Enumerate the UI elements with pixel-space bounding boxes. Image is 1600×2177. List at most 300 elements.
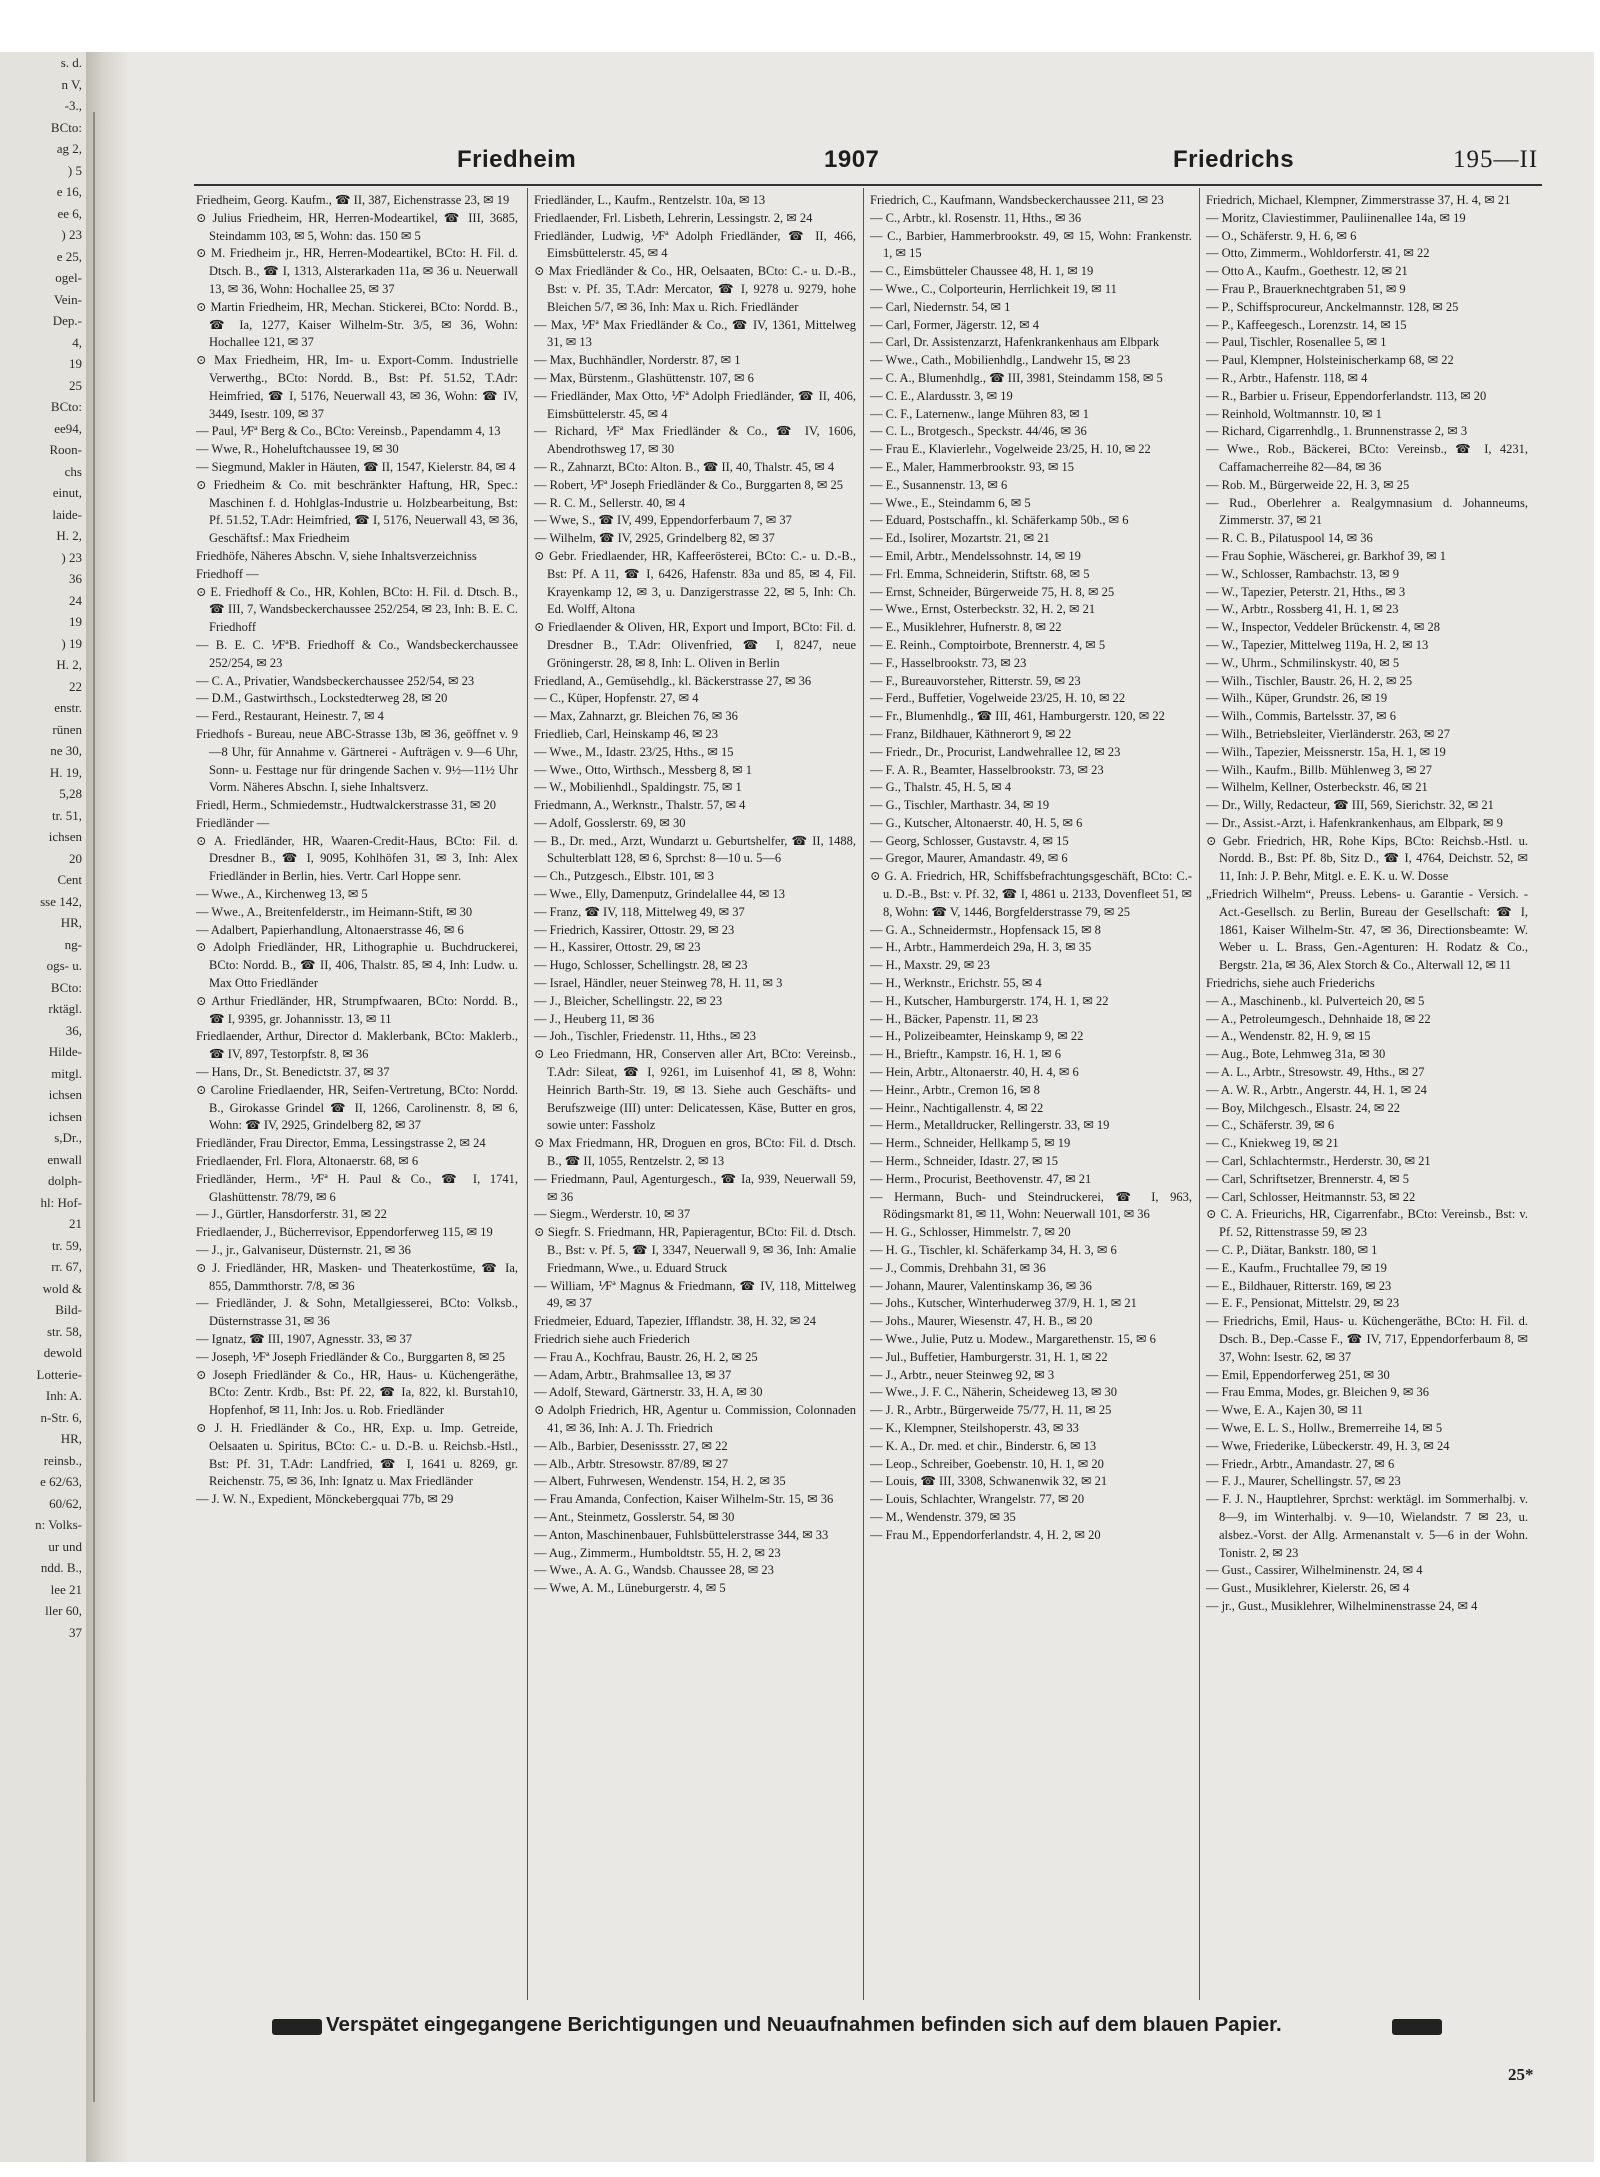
directory-entry: — Fr., Blumenhdlg., ☎ III, 461, Hamburgerstr. 120, ✉ 22 [870,709,1165,724]
directory-entry: — Otto, Zimmerm., Wohldorferstr. 41, ✉ 22 [1206,246,1430,261]
directory-entry: ⊙ A. Friedländer, HR, Waaren-Credit-Haus, BCto: Fil. d. Dresdner B., ☎ I, 9095, Kohlhöfen 31, ✉ 3, Inh: Alex Friedländer in Berlin, hies. Vertr. Carl Hoppe senr. [196,833,518,884]
left-page-fragment: rünen [52,721,82,737]
left-page-fragment: HR, [60,1431,82,1446]
column-divider [1199,188,1200,2000]
left-page-fragment: e 62/63, [40,1474,82,1489]
left-page-fragment: e 25, [56,248,82,264]
directory-entry: — E. F., Pensionat, Mittelstr. 29, ✉ 23 [1206,1296,1400,1311]
directory-entry: — Herm., Metalldrucker, Rellingerstr. 33, ✉ 19 [870,1118,1110,1133]
left-page-fragment: ee94, [54,420,82,436]
directory-entry: — H., Maxstr. 29, ✉ 23 [870,958,990,973]
directory-entry: — Siegmund, Makler in Häuten, ☎ II, 1547, Kielerstr. 84, ✉ 4 [196,459,516,474]
directory-entry: — Robert, ⅟Fª Joseph Friedländer & Co., Burggarten 8, ✉ 25 [534,477,843,492]
directory-entry: — Ant., Steinmetz, Gosslerstr. 54, ✉ 30 [534,1509,735,1524]
directory-entry: Friedhofs - Bureau, neue ABC-Strasse 13b, ✉ 36, geöffnet v. 9—8 Uhr, für Annahme v. Gärtnerei - Aufträgen v. 9—6 Uhr, Sonn- u. Festtage nur für dringende Sachen v. 9½—11½ Uhr Vorm. Näheres Abschn. I, siehe Inhaltsverz. [196,726,518,795]
directory-entry: — M., Wendenstr. 379, ✉ 35 [870,1509,1016,1524]
directory-entry: — Carl, Schlachtermstr., Herderstr. 30, ✉ 21 [1206,1154,1431,1169]
directory-entry: — J., Arbtr., neuer Steinweg 92, ✉ 3 [870,1367,1055,1382]
left-page-fragment: dolph- [48,1173,82,1188]
directory-entry: — Ernst, Schneider, Bürgerweide 75, H. 8, ✉ 25 [870,584,1115,599]
directory-entry: ⊙ Julius Friedheim, HR, Herren-Modeartikel, ☎ III, 3685, Steindamm 103, ✉ 5, Wohn: das. 150 ✉ 5 [196,210,518,243]
directory-entry: — O., Schäferstr. 9, H. 6, ✉ 6 [1206,228,1357,243]
left-page-fragment: ichsen [48,1087,82,1102]
directory-entry: Friedrich siehe auch Friederich [534,1332,690,1346]
left-page-fragment: H. 19, [49,764,82,780]
directory-entry: — Wwe., Elly, Damenputz, Grindelallee 44, ✉ 13 [534,887,786,902]
directory-entry: — Siegm., Werderstr. 10, ✉ 37 [534,1207,691,1222]
directory-entry: — Wilh., Commis, Bartelsstr. 37, ✉ 6 [1206,709,1396,724]
directory-entry: ⊙ Gebr. Friedlaender, HR, Kaffeerösterei, BCto: C.- u. D.-B., Bst: Pf. A 11, ☎ I, 6426, Hafenstr. 83a und 85, ✉ 4, Fil. Krayenkamp 12, ✉ 3, u. Danzigerstrasse 22, ✉ 5, Inh: Ch. Ed. Wolff, Altona [534,548,856,617]
directory-entry: — Aug., Bote, Lehmweg 31a, ✉ 30 [1206,1047,1386,1062]
directory-entry: — A., Wendenstr. 82, H. 9, ✉ 15 [1206,1029,1371,1044]
directory-entry: ⊙ Arthur Friedländer, HR, Strumpfwaaren, BCto: Nordd. B., ☎ I, 9395, gr. Johannisstr. 13, ✉ 11 [196,993,518,1026]
directory-entry: — J., Commis, Drehbahn 31, ✉ 36 [870,1260,1046,1275]
directory-entry: ⊙ Gebr. Friedrich, HR, Rohe Kips, BCto: Reichsb.-Hstl. u. Nordd. B., Bst: Pf. 8b, Sitz D., ☎ I, 4764, Deichstr. 52, ✉ 11, Inh: J. P. Behr, Mitgl. e. E. K. u. W. Dosse [1206,833,1528,884]
page-number: 195—II [1453,146,1539,173]
directory-entry: — B., Dr. med., Arzt, Wundarzt u. Geburtshelfer, ☎ II, 1488, Schulterblatt 128, ✉ 6, Sprchst: 8—10 u. 5—6 [534,833,856,866]
head-right-word: Friedrichs [1173,146,1295,173]
directory-entry: ⊙ Joseph Friedländer & Co., HR, Haus- u. Küchengeräthe, BCto: Zentr. Krdb., Bst: Pf. 22, ☎ Ia, 822, kl. Burstah10, Hopfenhof, ✉ 11, Inh: Jos. u. Rob. Friedländer [196,1367,518,1418]
left-page-fragment: mitgl. [51,1065,82,1081]
left-page-fragment: Roon- [49,442,82,457]
directory-entry: — R., Arbtr., Hafenstr. 118, ✉ 4 [1206,370,1368,385]
directory-entry: ⊙ Max Friedländer & Co., HR, Oelsaaten, BCto: C.- u. D.-B., Bst: v. Pf. 35, T.Adr: Mercator, ☎ I, 9278 u. 9279, hohe Bleichen 5/7, ✉ 36, Inh: Max u. Rich. Friedländer [534,264,856,314]
directory-entry: — Johs., Maurer, Wiesenstr. 47, H. B., ✉ 20 [870,1314,1093,1329]
left-page-fragment: Lotterie- [36,1366,82,1382]
directory-entry: — H., Arbtr., Hammerdeich 29a, H. 3, ✉ 35 [870,940,1092,955]
directory-entry: „Friedrich Wilhelm“, Preuss. Lebens- u. Garantie - Versich. - Act.-Gesellsch. zu Berlin, Bureau der Gesellschaft: ☎ I, 1861, Kaiser Wilhelm-Str. 47, ✉ 36, Directionsbeamte: W. Weber u. L. Brass, Gen.-Agenturen: H. Rodatz & Co., Bergstr. 21a, ✉ 36, Alex Storch & Co., Alterwall 12, ✉ 11 [1206,887,1528,973]
directory-entry: — Jul., Buffetier, Hamburgerstr. 31, H. 1, ✉ 22 [870,1349,1108,1364]
directory-entry: — Frau A., Kochfrau, Baustr. 26, H. 2, ✉ 25 [534,1349,758,1364]
directory-entry: Friedhöfe, Näheres Abschn. V, siehe Inhaltsverzeichniss [196,548,477,563]
directory-entry: — Wilh., Betriebsleiter, Vierländerstr. 263, ✉ 27 [1206,726,1450,741]
directory-entry: — C., Arbtr., kl. Rosenstr. 11, Hths., ✉ 36 [870,210,1082,225]
directory-entry: — D.M., Gastwirthsch., Lockstedterweg 28, ✉ 20 [196,691,448,706]
left-page-fragment: ng- [64,936,82,952]
directory-entry: ⊙ Max Friedheim, HR, Im- u. Export-Comm. Industrielle Verwerthg., BCto: Nordd. B., Bst: Pf. 51.52, T.Adr: Heimfried, ☎ I, 5176, Neuerwall 43, ✉ 36, Wohn: ☎ IV, 3449, Isestr. 109, ✉ 37 [196,353,518,421]
footer-notice [128,2013,1594,2047]
directory-entry: — Wwe., E., Steindamm 6, ✉ 5 [870,495,1031,510]
column-1 [196,192,518,2000]
directory-entry: Friedrichs, siehe auch Friederichs [1206,976,1375,991]
directory-entry: — E., Bildhauer, Ritterstr. 169, ✉ 23 [1206,1278,1392,1293]
left-page-fragment: rktägl. [48,1001,82,1016]
directory-entry: — H., Kutscher, Hamburgerstr. 174, H. 1, ✉ 22 [870,993,1109,1008]
directory-entry: — Hugo, Schlosser, Schellingstr. 28, ✉ 23 [534,958,748,973]
column-2 [534,192,856,2000]
directory-entry: — Wilhelm, Kellner, Osterbeckstr. 46, ✉ 21 [1206,780,1428,795]
directory-entry: — H., Bäcker, Papenstr. 11, ✉ 23 [870,1011,1039,1026]
directory-entry: — Max, Buchhändler, Norderstr. 87, ✉ 1 [534,353,741,368]
directory-entry: — Hein, Arbtr., Altonaerstr. 40, H. 4, ✉ 6 [870,1065,1079,1080]
directory-entry: — C. P., Diätar, Bankstr. 180, ✉ 1 [1206,1243,1378,1258]
directory-entry: — Otto A., Kaufm., Goethestr. 12, ✉ 21 [1206,264,1408,279]
directory-entry: Friedländer, Ludwig, ⅟Fª Adolph Friedländer, ☎ II, 466, Eimsbüttelerstr. 45, ✉ 4 [534,228,856,261]
directory-entry: — Gust., Musiklehrer, Kielerstr. 26, ✉ 4 [1206,1581,1410,1596]
left-page-fragment: 5,28 [59,786,82,801]
column-divider [527,188,528,2000]
left-page-fragment: enstr. [54,700,82,715]
left-page-fragment: chs [64,463,82,479]
header-rule [194,184,1542,186]
directory-entry: — Max, ⅟Fª Max Friedländer & Co., ☎ IV, 1361, Mittelweg 31, ✉ 13 [534,317,856,350]
directory-entry: — Reinhold, Woltmannstr. 10, ✉ 1 [1206,406,1382,421]
running-head [128,146,1594,186]
directory-entry: — Eduard, Postschaffn., kl. Schäferkamp 50b., ✉ 6 [870,513,1129,528]
directory-entry: — H., Polizeibeamter, Heinskamp 9, ✉ 22 [870,1029,1084,1044]
directory-entry: Friedmeier, Eduard, Tapezier, Ifflandstr. 38, H. 32, ✉ 24 [534,1314,817,1329]
directory-entry: — C. A., Blumenhdlg., ☎ III, 3981, Steindamm 158, ✉ 5 [870,370,1163,385]
left-page-fragment: ) 5 [67,162,82,178]
directory-entry: — Heinr., Nachtigallenstr. 4, ✉ 22 [870,1100,1044,1115]
pointing-hand-icon [272,2019,322,2035]
left-page-fragment: 25 [69,377,82,393]
directory-entry: — A. L., Arbtr., Stresowstr. 49, Hths., ✉ 27 [1206,1065,1425,1080]
directory-entry: — Johann, Maurer, Valentinskamp 36, ✉ 36 [870,1278,1092,1293]
directory-entry: — Frau E., Klavierlehr., Vogelweide 23/25, H. 10, ✉ 22 [870,442,1151,457]
directory-entry: — Frl. Emma, Schneiderin, Stiftstr. 68, ✉ 5 [870,566,1090,581]
left-page-fragment: 60/62, [49,1495,82,1511]
directory-entry: Friedheim, Georg. Kaufm., ☎ II, 387, Eichenstrasse 23, ✉ 19 [196,193,510,207]
directory-entry: — P., Kaffeegesch., Lorenzstr. 14, ✉ 15 [1206,317,1407,332]
directory-entry: Friedlaender, Arthur, Director d. Maklerbank, BCto: Maklerb., ☎ IV, 897, Testorpfstr. 8, ✉ 36 [196,1029,518,1062]
directory-entry: — Carl, Niedernstr. 54, ✉ 1 [870,299,1011,314]
directory-entry: — Wwe., C., Colporteurin, Herrlichkeit 19, ✉ 11 [870,281,1117,296]
left-page-fragment: H. 2, [56,657,82,672]
directory-entry: — Paul, Klempner, Holsteinischerkamp 68, ✉ 22 [1206,353,1454,368]
directory-entry: ⊙ C. A. Frieurichs, HR, Cigarrenfabr., BCto: Vereinsb., Bst: v. Pf. 52, Rittenstrasse 59, ✉ 23 [1206,1207,1528,1240]
left-page-fragment: HR, [60,915,82,930]
left-page-fragment: wold & [42,1280,82,1296]
left-page-fragment: ne 30, [50,743,82,758]
directory-entry: — W., Inspector, Veddeler Brückenstr. 4, ✉ 28 [1206,620,1441,635]
directory-entry: — Paul, ⅟Fª Berg & Co., BCto: Vereinsb., Papendamm 4, 13 [196,424,501,439]
directory-entry: — J. W. N., Expedient, Mönckebergquai 77b, ✉ 29 [196,1492,454,1507]
directory-entry: — R. C. M., Sellerstr. 40, ✉ 4 [534,495,686,510]
directory-entry: — Aug., Zimmerm., Humboldtstr. 55, H. 2, ✉ 23 [534,1545,781,1560]
left-page-fragment: ur und [48,1538,82,1554]
directory-entry: — C. A., Privatier, Wandsbeckerchaussee 252/54, ✉ 23 [196,673,475,688]
directory-entry: — Frau Amanda, Confection, Kaiser Wilhelm-Str. 15, ✉ 36 [534,1492,834,1507]
directory-entry: — W., Mobilienhdl., Spaldingstr. 75, ✉ 1 [534,780,742,795]
left-page-fragment: 19 [69,614,82,629]
directory-entry: — Wwe, E. A., Kajen 30, ✉ 11 [1206,1403,1363,1418]
directory-entry: — Max, Zahnarzt, gr. Bleichen 76, ✉ 36 [534,709,738,724]
directory-entry: — Johs., Kutscher, Winterhuderweg 37/9, H. 1, ✉ 21 [870,1296,1137,1311]
directory-entry: — P., Schiffsprocureur, Anckelmannstr. 128, ✉ 25 [1206,299,1459,314]
left-page-fragment: hl: Hof- [40,1194,82,1210]
directory-entry: — Wwe., A. A. G., Wandsb. Chaussee 28, ✉ 23 [534,1563,774,1578]
directory-entry: ⊙ Martin Friedheim, HR, Mechan. Stickerei, BCto: Nordd. B., ☎ Ia, 1277, Kaiser Wilhelm-Str. 3/5, ✉ 36, Wohn: Hochallee 121, ✉ 37 [196,299,518,350]
directory-entry: — Ferd., Restaurant, Heinestr. 7, ✉ 4 [196,709,384,724]
directory-entry: — Emil, Arbtr., Mendelssohnstr. 14, ✉ 19 [870,548,1081,563]
directory-entry: — Wwe., Cath., Mobilienhdlg., Landwehr 15, ✉ 23 [870,353,1131,368]
head-year: 1907 [824,146,880,173]
directory-entry: — Ferd., Buffetier, Vogelweide 23/25, H. 10, ✉ 22 [870,691,1126,706]
directory-entry: Friedmann, A., Werknstr., Thalstr. 57, ✉ 4 [534,798,746,813]
scan-background [0,52,1594,2162]
directory-entry: — Rob. M., Bürgerweide 22, H. 3, ✉ 25 [1206,477,1410,492]
directory-entry: — J., Gürtler, Hansdorferstr. 31, ✉ 22 [196,1207,387,1222]
directory-entry: — C., Küper, Hopfenstr. 27, ✉ 4 [534,691,699,706]
directory-entry: — Wwe, R., Hoheluftchaussee 19, ✉ 30 [196,442,399,457]
directory-entry: Friedlieb, Carl, Heinskamp 46, ✉ 23 [534,726,719,741]
directory-entry: — H. G., Schlosser, Himmelstr. 7, ✉ 20 [870,1225,1071,1240]
directory-entry: — E., Kaufm., Fruchtallee 79, ✉ 19 [1206,1260,1387,1275]
directory-entry: — J., jr., Galvaniseur, Düsternstr. 21, ✉ 36 [196,1243,411,1258]
left-page-fragment: ag 2, [56,141,82,156]
directory-entry: — Boy, Milchgesch., Elsastr. 24, ✉ 22 [1206,1100,1401,1115]
left-page-fragment: ndd. B., [40,1560,82,1575]
directory-entry: — Louis, Schlachter, Wrangelstr. 77, ✉ 20 [870,1492,1085,1507]
directory-entry: — Wwe, Friederike, Lübeckerstr. 49, H. 3, ✉ 24 [1206,1438,1450,1453]
directory-entry: Friedlaender, J., Bücherrevisor, Eppendorferweg 115, ✉ 19 [196,1225,493,1240]
left-page-fragment: ichsen [48,1108,82,1124]
directory-entry: — Franz, ☎ IV, 118, Mittelweg 49, ✉ 37 [534,904,745,919]
directory-entry: — Frau Emma, Modes, gr. Bleichen 9, ✉ 36 [1206,1385,1429,1400]
left-page-fragment: laide- [52,506,82,522]
directory-entry: — C., Kniekweg 19, ✉ 21 [1206,1136,1339,1151]
directory-entry: Friedlaender, Frl. Lisbeth, Lehrerin, Lessingstr. 2, ✉ 24 [534,210,813,225]
directory-entry: Friedrich, Michael, Klempner, Zimmerstrasse 37, H. 4, ✉ 21 [1206,193,1511,207]
directory-entry: — Louis, ☎ III, 3308, Schwanenwik 32, ✉ 21 [870,1474,1108,1489]
directory-entry: — William, ⅟Fª Magnus & Friedmann, ☎ IV, 118, Mittelweg 49, ✉ 37 [534,1278,856,1311]
directory-entry: — K. A., Dr. med. et chir., Binderstr. 6, ✉ 13 [870,1438,1097,1453]
directory-entry: — Israel, Händler, neuer Steinweg 78, H. 11, ✉ 3 [534,976,783,991]
directory-entry: ⊙ J. H. Friedländer & Co., HR, Exp. u. Imp. Getreide, Oelsaaten u. Spiritus, BCto: C.- u. D.-B. u. Reichsb.-Hstl., Bst: Pf. 31, T.Adr: Landfried, ☎ I, 1641 u. 8269, gr. Reichenstr. 75, ✉ 36, Inh: Ignatz u. Max Friedländer [196,1420,518,1489]
directory-entry: — Adam, Arbtr., Brahmsallee 13, ✉ 37 [534,1367,732,1382]
directory-entry: — Gregor, Maurer, Amandastr. 49, ✉ 6 [870,851,1068,866]
sheet-signature: 25* [1508,2065,1534,2084]
directory-entry: — Hans, Dr., St. Benedictstr. 37, ✉ 37 [196,1065,390,1080]
directory-entry: — Wilhelm, ☎ IV, 2925, Grindelberg 82, ✉ 37 [534,531,775,546]
directory-entry: — Carl, Dr. Assistenzarzt, Hafenkrankenhaus am Elbpark [870,335,1160,350]
directory-entry: — Richard, Cigarrenhdlg., 1. Brunnenstrasse 2, ✉ 3 [1206,424,1468,439]
directory-entry: — Adolf, Gosslerstr. 69, ✉ 30 [534,815,686,830]
directory-entry: — Emil, Eppendorferweg 251, ✉ 30 [1206,1367,1390,1382]
directory-entry: — H., Brieftr., Kampstr. 16, H. 1, ✉ 6 [870,1047,1062,1062]
directory-entry: ⊙ Adolph Friedrich, HR, Agentur u. Commission, Colonnaden 41, ✉ 36, Inh: A. J. Th. Friedrich [534,1403,856,1435]
directory-entry: ⊙ Siegfr. S. Friedmann, HR, Papieragentur, BCto: Fil. d. Dtsch. B., Bst: v. Pf. 5, ☎ I, 3347, Neuerwall 9, ✉ 36, Inh: Amalie Friedmann, Wwe., u. Eduard Struck [534,1225,856,1275]
directory-entry: — Wilh., Küper, Grundstr. 26, ✉ 19 [1206,691,1388,706]
directory-entry: — F., Bureauvorsteher, Ritterstr. 59, ✉ 23 [870,673,1081,688]
left-page-fragment: s. d. [60,55,82,70]
directory-entry: — G., Kutscher, Altonaerstr. 40, H. 5, ✉ 6 [870,815,1083,830]
left-page-fragment: ogel- [55,270,82,285]
column-3 [870,192,1192,2000]
left-page-fragment: 24 [69,592,82,608]
left-page-fragment: e 16, [56,184,82,199]
directory-entry: — G., Tischler, Marthastr. 34, ✉ 19 [870,798,1050,813]
directory-entry: — C. E., Alardusstr. 3, ✉ 19 [870,388,1013,403]
previous-page-fragment [0,52,86,2162]
directory-entry: — A. W. R., Arbtr., Angerstr. 44, H. 1, ✉ 24 [1206,1082,1427,1097]
directory-entry: — F., Hasselbrookstr. 73, ✉ 23 [870,655,1027,670]
directory-entry: — A., Maschinenb., kl. Pulverteich 20, ✉ 5 [1206,993,1425,1008]
directory-entry: — Rud., Oberlehrer a. Realgymnasium d. Johanneums, Zimmerstr. 37, ✉ 21 [1206,495,1528,528]
left-page-fragment: ller 60, [45,1603,82,1618]
directory-entry: — H. G., Tischler, kl. Schäferkamp 34, H. 3, ✉ 6 [870,1243,1117,1258]
left-page-fragment: 37 [69,1624,82,1640]
directory-entry: — Herm., Procurist, Beethovenstr. 47, ✉ 21 [870,1171,1092,1186]
directory-entry: — Dr., Assist.-Arzt, i. Hafenkrankenhaus, am Elbpark, ✉ 9 [1206,815,1503,830]
directory-entry: ⊙ M. Friedheim jr., HR, Herren-Modeartikel, BCto: H. Fil. d. Dtsch. B., ☎ I, 1313, Alsterarkaden 11a, ✉ 36 u. Neuerwall 13, ✉ 36, Wohn: Hochallee 25, ✉ 37 [196,246,518,296]
left-page-fragment: einut, [52,485,82,500]
directory-entry: — Moritz, Claviestimmer, Pauliinenallee 14a, ✉ 19 [1206,210,1466,225]
directory-entry: — W., Tapezier, Peterstr. 21, Hths., ✉ 3 [1206,584,1406,599]
left-page-fragment: tr. 51, [52,807,82,823]
left-page-fragment: tr. 59, [52,1237,82,1253]
directory-entry: — Adalbert, Papierhandlung, Altonaerstrasse 46, ✉ 6 [196,922,464,937]
directory-entry: Friedländer, Frau Director, Emma, Lessingstrasse 2, ✉ 24 [196,1136,486,1151]
left-page-fragment: H. 2, [56,528,82,543]
directory-entry: — F. J. N., Hauptlehrer, Sprchst: werktägl. im Sommerhalbj. v. 8—9, im Winterhalbj. v. 9—10, Wielandstr. 7 ✉ 23, u. alsbez.-Vorst. der Allg. Armenanstalt v. 5—6 in der Wohn. Tonistr. 2, ✉ 23 [1206,1492,1528,1560]
directory-entry: — Wwe., J. F. C., Näherin, Scheideweg 13, ✉ 30 [870,1385,1118,1400]
directory-entry: — Friedmann, Paul, Agenturgesch., ☎ Ia, 939, Neuerwall 59, ✉ 36 [534,1171,856,1204]
directory-entry: — Wwe., Otto, Wirthsch., Messberg 8, ✉ 1 [534,762,752,777]
directory-entry: — Carl, Schriftsetzer, Brennerstr. 4, ✉ 5 [1206,1171,1409,1186]
directory-entry: — Frau P., Brauerknechtgraben 51, ✉ 9 [1206,281,1406,296]
directory-entry: — E., Maler, Hammerbrookstr. 93, ✉ 15 [870,459,1075,474]
directory-entry: Friedlaender, Frl. Flora, Altonaerstr. 68, ✉ 6 [196,1154,419,1169]
directory-entry: — K., Klempner, Steilshoperstr. 43, ✉ 33 [870,1420,1079,1435]
left-page-fragment: str. 58, [46,1323,82,1339]
directory-entry: — H., Werknstr., Erichstr. 55, ✉ 4 [870,976,1042,991]
left-page-fragment: s,Dr., [54,1130,82,1145]
directory-entry: — Alb., Arbtr. Stresowstr. 87/89, ✉ 27 [534,1456,729,1471]
directory-entry: — Franz, Bildhauer, Käthnerort 9, ✉ 22 [870,726,1072,741]
directory-entry: — Joseph, ⅟Fª Joseph Friedländer & Co., Burggarten 8, ✉ 25 [196,1349,505,1364]
left-page-fragment: n: Volks- [35,1517,82,1532]
left-page-fragment: ) 19 [61,635,82,651]
directory-page [128,52,1594,2162]
directory-entry: — Wwe., Julie, Putz u. Modew., Margarethenstr. 15, ✉ 6 [870,1332,1156,1346]
directory-entry: ⊙ J. Friedländer, HR, Masken- und Theaterkostüme, ☎ Ia, 855, Dammthorstr. 7/8, ✉ 36 [196,1260,518,1293]
left-page-fragment: 4, [72,334,82,350]
directory-entry: Friedländer, Herm., ⅟Fª H. Paul & Co., ☎ I, 1741, Glashüttenstr. 78/79, ✉ 6 [196,1171,518,1204]
directory-entry: — C., Schäferstr. 39, ✉ 6 [1206,1118,1335,1133]
directory-entry: ⊙ Adolph Friedländer, HR, Lithographie u. Buchdruckerei, BCto: Nordd. B., ☎ II, 406, Thalstr. 85, ✉ 4, Inh: Ludw. u. Max Otto Friedländer [196,940,518,991]
directory-entry: ⊙ Friedlaender & Oliven, HR, Export und Import, BCto: Fil. d. Dresdner B., T.Adr: Olivenfried, ☎ I, 8247, neue Gröningerstr. 28, ✉ 8, Inh: L. Oliven in Berlin [534,620,856,670]
directory-entry: — R., Barbier u. Friseur, Eppendorferlandstr. 113, ✉ 20 [1206,388,1487,403]
directory-entry: — jr., Gust., Musiklehrer, Wilhelminenstrasse 24, ✉ 4 [1206,1598,1478,1613]
pointing-hand-icon [1392,2019,1442,2035]
directory-entry: — Wwe, S., ☎ IV, 499, Eppendorferbaum 7, ✉ 37 [534,513,792,528]
left-page-fragment: 36, [65,1022,82,1038]
directory-entry: — Wwe., A., Breitenfelderstr., im Heimann-Stift, ✉ 30 [196,904,473,919]
directory-entry: — H., Kassirer, Ottostr. 29, ✉ 23 [534,940,701,955]
directory-entry: — E. Reinh., Comptoirbote, Brennerstr. 4, ✉ 5 [870,637,1106,652]
directory-entry: — F. J., Maurer, Schellingstr. 57, ✉ 23 [1206,1474,1401,1489]
left-page-fragment: ) 23 [61,227,82,242]
directory-entry: — Carl, Former, Jägerstr. 12, ✉ 4 [870,317,1039,332]
directory-entry: ⊙ Caroline Friedlaender, HR, Seifen-Vertretung, BCto: Nordd. B., Girokasse Grindel ☎ II, 1266, Carolinenstr. 8, ✉ 6, Wohn: ☎ IV, 2925, Grindelberg 82, ✉ 37 [196,1082,518,1133]
directory-entry: — Paul, Tischler, Rosenallee 5, ✉ 1 [1206,335,1387,350]
directory-entry: — Anton, Maschinenbauer, Fuhlsbüttelerstrasse 344, ✉ 33 [534,1527,829,1542]
directory-entry: — Max, Bürstenm., Glashüttenstr. 107, ✉ 6 [534,370,754,385]
directory-entry: ⊙ E. Friedhoff & Co., HR, Kohlen, BCto: H. Fil. d. Dtsch. B., ☎ III, 7, Wandsbeckerchaussee 252/254, ✉ 23, Inh: B. E. C. Friedhoff [196,584,518,635]
directory-entry: — Friedr., Dr., Procurist, Landwehrallee 12, ✉ 23 [870,744,1121,759]
left-page-fragment: ichsen [48,829,82,844]
directory-entry: — W., Uhrm., Schmilinskystr. 40, ✉ 5 [1206,655,1400,670]
footer-notice-text: Verspätet eingegangene Berichtigungen und Neuaufnahmen befinden sich auf dem blauen Papier. [326,2013,1282,2036]
directory-entry: — J., Heuberg 11, ✉ 36 [534,1011,655,1026]
directory-entry: — F. A. R., Beamter, Hasselbrookstr. 73, ✉ 23 [870,762,1104,777]
directory-entry: — J. R., Arbtr., Bürgerweide 75/77, H. 11, ✉ 25 [870,1403,1112,1418]
directory-entry: — Wilh., Tapezier, Meissnerstr. 15a, H. 1, ✉ 19 [1206,744,1446,759]
directory-entry: — Frau Sophie, Wäscherei, gr. Barkhof 39, ✉ 1 [1206,548,1447,563]
left-page-fragment: Hilde- [48,1044,82,1059]
directory-entry: — Herm., Schneider, Hellkamp 5, ✉ 19 [870,1136,1071,1151]
directory-entry: — Georg, Schlosser, Gustavstr. 4, ✉ 15 [870,833,1069,848]
left-page-fragment: ee 6, [57,205,82,221]
left-page-fragment: sse 142, [40,893,82,909]
left-page-fragment: enwall [47,1151,82,1167]
left-page-fragment: 19 [69,356,82,371]
directory-entry: — Ch., Putzgesch., Elbstr. 101, ✉ 3 [534,869,714,884]
directory-entry: Friedl, Herm., Schmiedemstr., Hudtwalckerstrasse 31, ✉ 20 [196,798,496,813]
directory-entry: — Wilh., Tischler, Baustr. 26, H. 2, ✉ 25 [1206,673,1413,688]
left-page-fragment: BCto: [50,979,82,995]
directory-entry: — Frau M., Eppendorferlandstr. 4, H. 2, ✉ 20 [870,1527,1101,1542]
left-page-fragment: 21 [69,1216,82,1231]
directory-entry: — R. C. B., Pilatuspool 14, ✉ 36 [1206,531,1373,546]
left-page-fragment: reinsb., [43,1452,82,1468]
directory-entry: — Gust., Cassirer, Wilhelminenstr. 24, ✉ 4 [1206,1563,1423,1578]
directory-entry: — C. L., Brotgesch., Speckstr. 44/46, ✉ 36 [870,424,1087,439]
left-page-fragment: n V, [61,76,82,92]
directory-entry: — Herm., Schneider, Idastr. 27, ✉ 15 [870,1154,1059,1169]
directory-entry: — Hermann, Buch- und Steindruckerei, ☎ I, 963, Rödingsmarkt 81, ✉ 11, Wohn: Neuerwall 101, ✉ 36 [870,1189,1192,1222]
directory-entry: — W., Schlosser, Rambachstr. 13, ✉ 9 [1206,566,1399,581]
directory-entry: — E., Musiklehrer, Hufnerstr. 8, ✉ 22 [870,620,1062,635]
directory-entry: — Alb., Barbier, Desenissstr. 27, ✉ 22 [534,1438,728,1453]
left-page-fragment: n-Str. 6, [40,1409,82,1425]
directory-entry: — Friedr., Arbtr., Amandastr. 27, ✉ 6 [1206,1456,1395,1471]
directory-entry: — Friedländer, J. & Sohn, Metallgiesserei, BCto: Volksb., Düsternstrasse 31, ✉ 36 [196,1296,518,1329]
left-page-fragment: Cent [57,872,82,887]
directory-entry: — Friedrichs, Emil, Haus- u. Küchengeräthe, BCto: H. Fil. d. Dsch. B., Dep.-Casse F., ☎ IV, 717, Eppendorferbaum 8, ✉ 37, Wohn: Isestr. 62, ✉ 37 [1206,1314,1528,1364]
left-page-fragment: ogs- u. [46,958,82,973]
left-page-fragment: BCto: [50,399,82,414]
left-page-fragment: BCto: [50,119,82,135]
directory-entry: — Richard, ⅟Fª Max Friedländer & Co., ☎ IV, 1606, Abendrothsweg 17, ✉ 30 [534,424,856,457]
directory-entry: — C., Barbier, Hammerbrookstr. 49, ✉ 15, Wohn: Frankenstr. 1, ✉ 15 [870,228,1192,261]
directory-entry: — W., Tapezier, Mittelweg 119a, H. 2, ✉ 13 [1206,637,1429,652]
directory-entry: Friedland, A., Gemüsehdlg., kl. Bäckerstrasse 27, ✉ 36 [534,673,812,688]
directory-entry: — Wilh., Kaufm., Billb. Mühlenweg 3, ✉ 27 [1206,762,1433,777]
directory-entry: ⊙ Friedheim & Co. mit beschränkter Haftung, HR, Spec.: Maschinen f. d. Hohlglas-Industrie u. Holzbearbeitung, Bst: Pf. 51.52, T.Adr: Heimfried, ☎ I, 5176, Neuerwall 43, ✉ 36, Geschäftsf.: Max Friedheim [196,477,518,546]
directory-entry: — Carl, Schlosser, Heitmannstr. 53, ✉ 22 [1206,1189,1416,1204]
left-page-fragment: -3., [64,98,82,113]
directory-entry: ⊙ G. A. Friedrich, HR, Schiffsbefrachtungsgeschäft, BCto: C.- u. D.-B., Bst: v. Pf. 32, ☎ I, 4861 u. 2133, Dovenfleet 51, ✉ 8, Wohn: ☎ V, 1446, Borgfelderstrasse 79, ✉ 25 [870,869,1192,919]
head-left-word: Friedheim [457,146,577,173]
directory-entry: — Wwe., M., Idastr. 23/25, Hths., ✉ 15 [534,744,734,759]
directory-entry: — A., Petroleumgesch., Dehnhaide 18, ✉ 22 [1206,1011,1431,1026]
directory-entry: — J., Bleicher, Schellingstr. 22, ✉ 23 [534,993,723,1008]
directory-entry: — C., Eimsbütteler Chaussee 48, H. 1, ✉ 19 [870,264,1094,279]
directory-entry: — E., Susannenstr. 13, ✉ 6 [870,477,1008,492]
directory-entry: Friedländer, L., Kaufm., Rentzelstr. 10a, ✉ 13 [534,193,766,207]
column-4 [1206,192,1528,2000]
left-page-fragment: Inh: A. [45,1388,82,1403]
directory-entry: — W., Arbtr., Rossberg 41, H. 1, ✉ 23 [1206,602,1399,617]
directory-entry: — Ed., Isolirer, Mozartstr. 21, ✉ 21 [870,531,1050,546]
left-page-fragment: Bild- [55,1302,82,1317]
directory-entry: — C. F., Laternenw., lange Mühren 83, ✉ 1 [870,406,1090,421]
directory-entry: — Wwe., Rob., Bäckerei, BCto: Vereinsb., ☎ I, 4231, Caffamacherreihe 82—84, ✉ 36 [1206,442,1528,474]
directory-entry: — Wwe., Ernst, Osterbeckstr. 32, H. 2, ✉ 21 [870,602,1096,617]
